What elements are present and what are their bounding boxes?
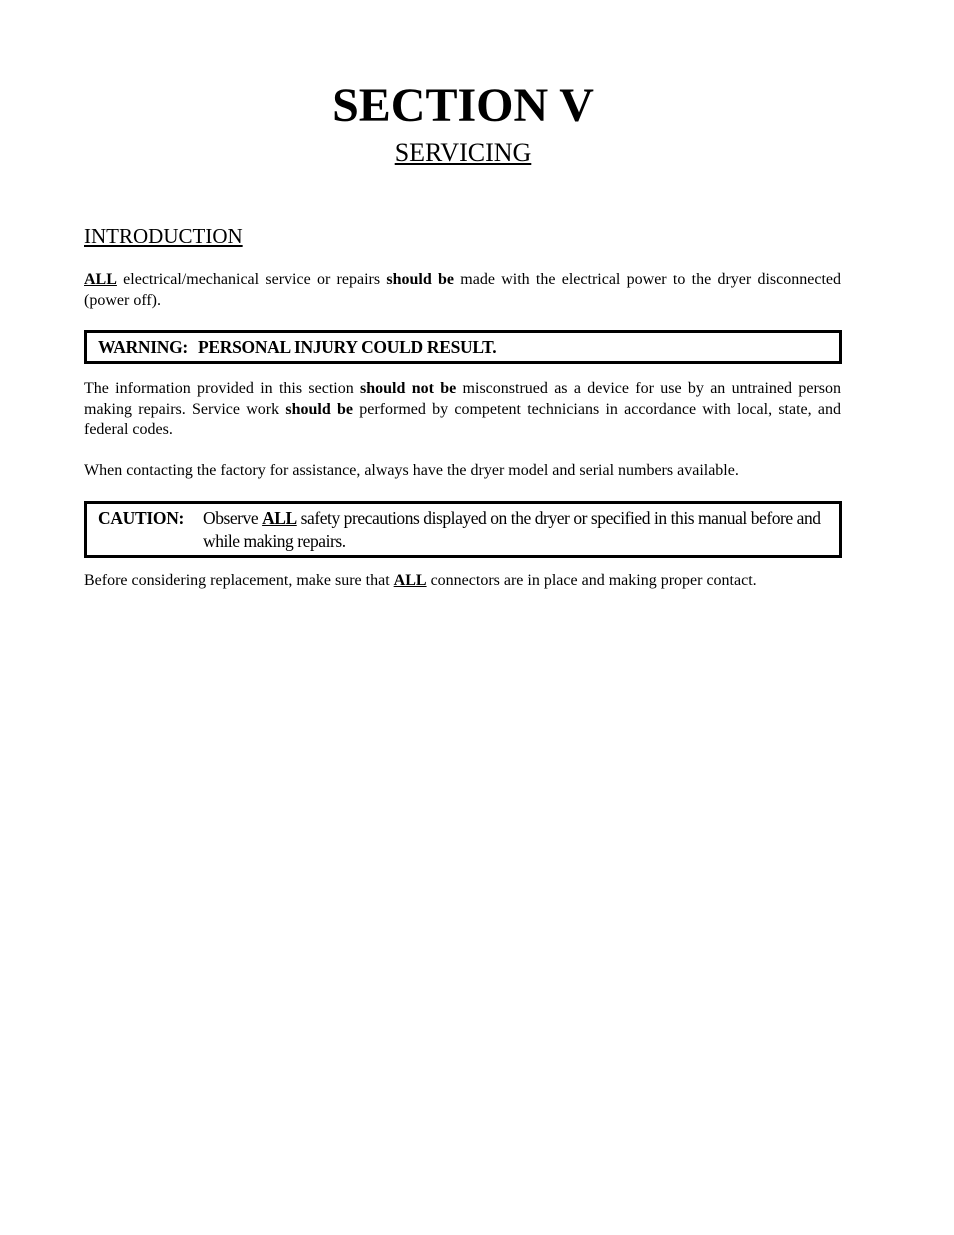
emphasis-bold: should be <box>285 400 353 418</box>
warning-label: WARNING: <box>98 337 188 357</box>
introduction-heading: INTRODUCTION <box>84 224 243 248</box>
emphasis-all: ALL <box>393 572 427 589</box>
section-title: SECTION V <box>332 79 594 132</box>
caution-box <box>84 501 842 558</box>
section-subtitle: SERVICING <box>394 138 532 167</box>
caution-message <box>203 507 835 552</box>
paragraph-text: made with the electrical power to the dryer disconnected (power off). <box>84 271 842 309</box>
power-off-paragraph <box>84 270 841 311</box>
paragraph-text: connectors are in place and making proper contact. <box>426 572 757 589</box>
paragraph-text: misconstrued as a device for use by an untrained person making repairs. Service work <box>84 380 842 418</box>
emphasis-bold: should be <box>386 271 455 288</box>
emphasis-bold: should not be <box>360 380 457 397</box>
paragraph-text: Before considering replacement, make sure that <box>84 572 394 589</box>
caution-text: safety precautions displayed on the dryer or specified in this manual before and while making repairs. <box>203 508 821 551</box>
replacement-paragraph <box>84 571 841 592</box>
information-paragraph <box>84 379 841 441</box>
caution-text: Observe <box>203 508 263 528</box>
emphasis-all: ALL <box>262 508 297 528</box>
caution-label: CAUTION: <box>98 508 185 528</box>
paragraph-text: The information provided in this section <box>84 380 361 397</box>
warning-message: PERSONAL INJURY COULD RESULT. <box>197 337 497 357</box>
paragraph-text: performed by competent technicians in accordance with local, state, and federal codes. <box>84 400 841 438</box>
warning-text <box>98 336 496 358</box>
emphasis-all: ALL <box>84 271 117 288</box>
paragraph-text: electrical/mechanical service or repairs <box>116 271 387 288</box>
warning-box <box>84 330 842 364</box>
contact-paragraph: When contacting the factory for assistance, always have the dryer model and serial numbers available. <box>84 462 739 479</box>
